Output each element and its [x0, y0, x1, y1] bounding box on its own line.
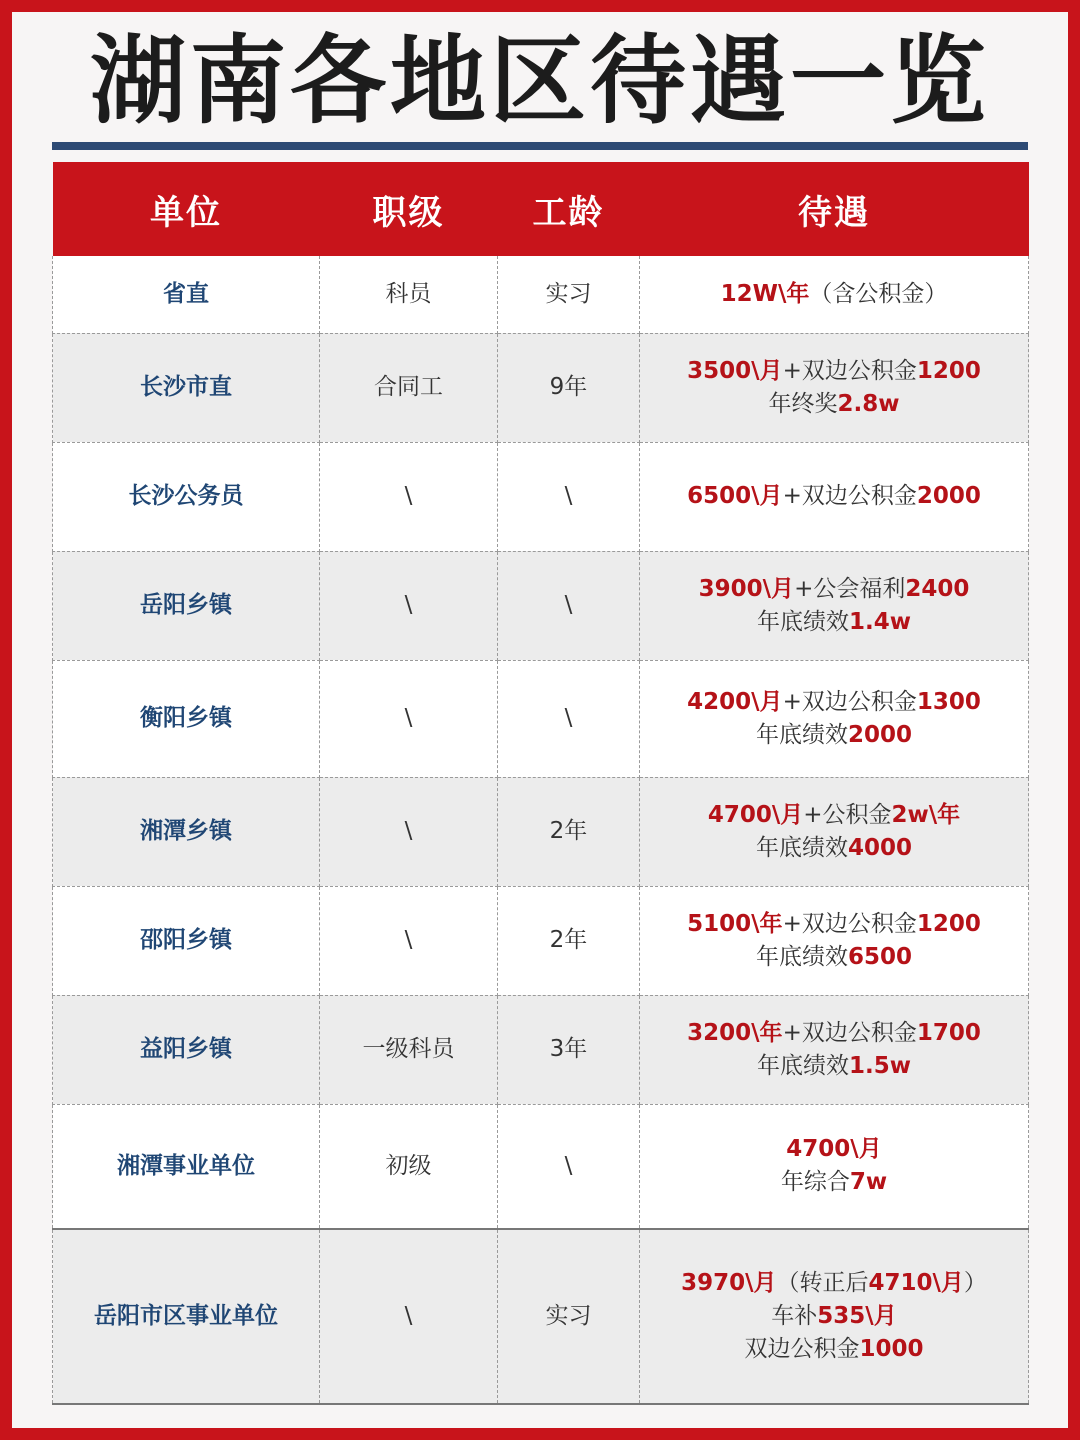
cell-years: \ — [498, 660, 640, 777]
cell-rank: \ — [320, 1229, 498, 1404]
benefit-text: +双边公积金 — [782, 688, 917, 715]
cell-rank: 一级科员 — [320, 995, 498, 1104]
table-row — [53, 1229, 1029, 1404]
cell-benefits — [640, 442, 1029, 551]
cell-benefits — [640, 1229, 1029, 1404]
benefit-text: 年底绩效 — [757, 608, 849, 635]
benefit-line — [640, 1300, 1028, 1333]
cell-years: 2年 — [498, 886, 640, 995]
benefit-text: ） — [963, 1270, 987, 1296]
table-row — [53, 256, 1029, 333]
cell-rank: \ — [320, 886, 498, 995]
benefit-line — [640, 1017, 1028, 1050]
cell-years: \ — [498, 1104, 640, 1229]
cell-rank: 合同工 — [320, 333, 498, 442]
benefit-amount: 7w — [849, 1169, 888, 1196]
cell-years: 实习 — [498, 256, 640, 333]
benefit-text: 年底绩效 — [755, 834, 848, 861]
benefit-line — [640, 278, 1028, 311]
cell-benefits — [640, 660, 1029, 777]
benefit-amount: 3970\月 — [681, 1270, 777, 1296]
benefit-line — [640, 388, 1028, 421]
cell-unit: 岳阳市区事业单位 — [53, 1229, 320, 1404]
cell-rank: \ — [320, 660, 498, 777]
table-row — [53, 1104, 1029, 1229]
cell-unit: 湘潭乡镇 — [53, 777, 320, 886]
cell-unit: 邵阳乡镇 — [53, 886, 320, 995]
table-row — [53, 777, 1029, 886]
benefit-text: 车补 — [771, 1303, 818, 1329]
cell-years: \ — [498, 551, 640, 660]
benefits-table — [52, 162, 1029, 1405]
cell-benefits — [640, 551, 1029, 660]
cell-benefits — [640, 995, 1029, 1104]
cell-unit: 岳阳乡镇 — [53, 551, 320, 660]
benefit-amount: 2000 — [916, 483, 981, 509]
benefit-text: +双边公积金 — [782, 483, 917, 509]
benefit-text: （转正后 — [776, 1270, 869, 1296]
table-row — [53, 660, 1029, 777]
benefit-line — [640, 355, 1028, 388]
benefit-line — [640, 799, 1028, 832]
benefit-line — [640, 573, 1028, 606]
benefit-text: 年综合 — [780, 1169, 850, 1196]
cell-years: 9年 — [498, 333, 640, 442]
cell-years: 2年 — [498, 777, 640, 886]
benefit-text: +双边公积金 — [782, 357, 917, 384]
page-title: 湖南各地区待遇一览 — [90, 25, 990, 137]
benefit-line — [640, 719, 1028, 752]
benefit-amount: 1000 — [859, 1336, 924, 1362]
benefit-line — [640, 606, 1028, 639]
benefit-amount: 4200\月 — [687, 688, 783, 715]
cell-unit: 长沙市直 — [53, 333, 320, 442]
benefit-text: 年底绩效 — [755, 721, 848, 748]
benefit-line — [640, 1267, 1028, 1300]
cell-years: 实习 — [498, 1229, 640, 1404]
benefit-text: 年底绩效 — [755, 943, 848, 970]
table-row — [53, 442, 1029, 551]
benefit-amount: 4700\月 — [707, 801, 804, 828]
cell-benefits — [640, 777, 1029, 886]
cell-rank: 科员 — [320, 256, 498, 333]
benefit-text: 年底绩效 — [757, 1052, 849, 1079]
cell-unit: 省直 — [53, 256, 320, 333]
benefit-text: 年终奖 — [768, 390, 838, 417]
cell-benefits — [640, 886, 1029, 995]
benefit-line — [640, 1133, 1028, 1166]
benefit-text: +双边公积金 — [782, 1019, 917, 1046]
cell-unit: 益阳乡镇 — [53, 995, 320, 1104]
cell-rank: \ — [320, 551, 498, 660]
benefit-line — [640, 686, 1028, 719]
benefit-amount: 535\月 — [817, 1303, 897, 1329]
cell-rank: 初级 — [320, 1104, 498, 1229]
cell-benefits — [640, 1104, 1029, 1229]
benefit-amount: 3900\月 — [698, 575, 795, 602]
benefit-amount: 4710\月 — [868, 1270, 964, 1296]
table-row — [53, 886, 1029, 995]
header-rank: 职级 — [320, 162, 498, 256]
benefit-amount: 3500\月 — [687, 357, 783, 384]
benefit-line — [640, 1050, 1028, 1083]
benefit-line — [640, 941, 1028, 974]
table-row — [53, 551, 1029, 660]
benefit-amount: 1200 — [916, 357, 981, 384]
benefit-amount: 3200\年 — [687, 1019, 783, 1046]
table-row — [53, 333, 1029, 442]
cell-unit: 长沙公务员 — [53, 442, 320, 551]
benefit-amount: 1200 — [916, 910, 981, 937]
cell-unit: 湘潭事业单位 — [53, 1104, 320, 1229]
benefit-amount: 6500\月 — [687, 483, 783, 509]
cell-rank: \ — [320, 777, 498, 886]
benefit-amount: 2400 — [905, 575, 970, 602]
benefit-amount: 2000 — [847, 721, 912, 748]
benefit-amount: 12W\年 — [720, 280, 810, 307]
benefit-amount: 1.4w — [849, 608, 911, 635]
benefit-line — [640, 1166, 1028, 1199]
cell-rank: \ — [320, 442, 498, 551]
benefit-amount: 2w\年 — [891, 801, 961, 828]
benefit-amount: 1300 — [916, 688, 981, 715]
header-unit: 单位 — [53, 162, 320, 256]
table-body — [53, 256, 1029, 1404]
cell-years: 3年 — [498, 995, 640, 1104]
benefit-amount: 4000 — [847, 834, 912, 861]
benefit-amount: 1700 — [916, 1019, 981, 1046]
benefit-text: （含公积金） — [809, 280, 948, 307]
cell-benefits — [640, 333, 1029, 442]
benefit-amount: 2.8w — [837, 390, 900, 417]
title-underline — [52, 142, 1028, 150]
cell-benefits — [640, 256, 1029, 333]
header-years: 工龄 — [498, 162, 640, 256]
benefit-line — [640, 1333, 1028, 1366]
cell-unit: 衡阳乡镇 — [53, 660, 320, 777]
benefit-amount: 6500 — [847, 943, 912, 970]
benefit-line — [640, 908, 1028, 941]
benefit-amount: 4700\月 — [786, 1136, 882, 1163]
benefit-line — [640, 480, 1028, 513]
table-row — [53, 995, 1029, 1104]
benefit-text: 双边公积金 — [744, 1336, 860, 1362]
table-header-row — [53, 162, 1029, 256]
header-benefits: 待遇 — [640, 162, 1029, 256]
benefit-line — [640, 832, 1028, 865]
benefit-amount: 5100\年 — [687, 910, 783, 937]
benefit-amount: 1.5w — [849, 1052, 911, 1079]
benefit-text: +公会福利 — [794, 575, 906, 602]
cell-years: \ — [498, 442, 640, 551]
benefit-text: +公积金 — [803, 801, 892, 828]
benefit-text: +双边公积金 — [782, 910, 917, 937]
